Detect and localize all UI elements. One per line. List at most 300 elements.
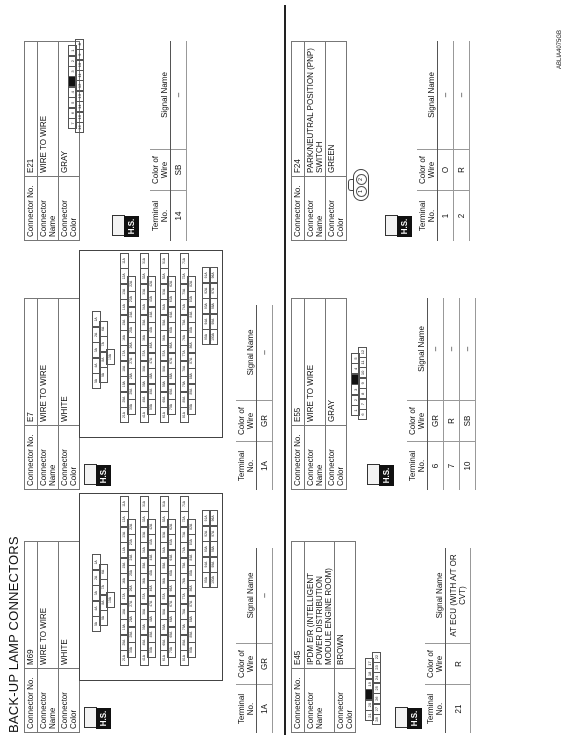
label-connector-color: Connector Color xyxy=(59,426,80,490)
pin-row xyxy=(127,519,136,658)
pin-label: 12 xyxy=(358,347,367,358)
header-signal: Signal Name xyxy=(417,41,438,150)
pin-label: 56A xyxy=(160,330,169,346)
pin-label: 33A xyxy=(140,284,149,300)
pin-label: 8A xyxy=(99,595,108,611)
header-terminal: Terminal No. xyxy=(236,685,257,734)
pin-label: 81A xyxy=(180,650,189,666)
pin-label: 23A xyxy=(127,291,136,307)
pin-label: 85A xyxy=(187,322,196,338)
pin-label: 4 xyxy=(351,363,360,374)
terminal-no: 10 xyxy=(460,442,476,491)
pin-label: 97A xyxy=(209,526,218,542)
pin-label: 55A xyxy=(160,315,169,331)
terminal-no: 1A xyxy=(257,685,273,734)
pin-label: 78A xyxy=(180,361,189,377)
pin-label: 6A xyxy=(99,321,108,337)
connector-name: WIRE TO WIRE xyxy=(38,299,59,426)
pin-label: 14 xyxy=(75,101,84,112)
wire-color: R xyxy=(444,401,460,442)
pin-label: 82A xyxy=(187,276,196,292)
pin-label: 40A xyxy=(140,392,149,408)
connector-no: E45 xyxy=(292,542,305,669)
pin-label: 10 xyxy=(75,60,84,71)
header-signal: Signal Name xyxy=(407,298,428,401)
pin-label: 17A xyxy=(120,588,129,604)
connector-color: GREEN xyxy=(326,42,347,177)
header-wire-color: Color of Wire xyxy=(236,644,257,685)
pin-label: 100A xyxy=(209,572,218,588)
connector-panel-f24 xyxy=(291,5,551,241)
pin-label: 73A xyxy=(180,284,189,300)
signal-table xyxy=(150,41,187,241)
connector-no: M69 xyxy=(25,542,38,669)
table-row xyxy=(438,41,454,241)
pin-label: 34A xyxy=(140,299,149,315)
table-row xyxy=(257,305,273,490)
table-row xyxy=(460,298,476,490)
pin-label: 18A xyxy=(120,361,129,377)
pin-row xyxy=(187,519,196,658)
pin-label: 1 xyxy=(68,45,77,56)
header-signal: Signal Name xyxy=(150,41,171,150)
connector-name: IPDM E/R (INTELLIGENT POWER DISTRIBUTION MODULE ENGINE ROOM) xyxy=(305,542,335,669)
table-row xyxy=(444,298,460,490)
pin-row xyxy=(106,350,115,365)
pin-label: 23 xyxy=(372,662,381,673)
label-connector-name: Connector Name xyxy=(38,177,59,241)
pin-label: 1A xyxy=(92,311,101,327)
signal-name: – xyxy=(444,298,460,401)
info-table xyxy=(24,541,80,733)
pin-label: 96A xyxy=(209,510,218,526)
connector-key xyxy=(348,179,354,191)
connector-color: WHITE xyxy=(59,542,80,669)
connector-panel-e21 xyxy=(24,5,282,241)
signal-name: – xyxy=(171,41,187,150)
pin-label: 49A xyxy=(147,384,156,400)
pin-label: 75A xyxy=(180,558,189,574)
pin-label: 17 xyxy=(365,658,374,669)
info-table xyxy=(291,41,347,241)
pin-label: 73A xyxy=(180,527,189,543)
info-table xyxy=(291,541,356,733)
hs-icon: H.S. xyxy=(84,708,111,729)
pin-label: 20A xyxy=(120,392,129,408)
pin-label: 6 xyxy=(358,409,367,420)
label-connector-no: Connector No. xyxy=(292,426,305,490)
hs-icon: H.S. xyxy=(367,465,394,486)
pin-label: 10 xyxy=(358,367,367,378)
pin-label: 66A xyxy=(167,580,176,596)
pin-label: 24A xyxy=(127,307,136,323)
pin-label: 52A xyxy=(160,268,169,284)
pin-label: 35A xyxy=(140,558,149,574)
pin-label: 77A xyxy=(180,588,189,604)
pin-row xyxy=(187,276,196,415)
pin-label: 55A xyxy=(160,558,169,574)
pin-label: 69A xyxy=(167,627,176,643)
pin-label: 26A xyxy=(127,337,136,353)
pin-label: 66A xyxy=(167,337,176,353)
wire-color: GR xyxy=(428,401,444,442)
header-signal: Signal Name xyxy=(236,305,257,401)
pin-label: 72A xyxy=(180,268,189,284)
pin-label: 48A xyxy=(147,611,156,627)
pin-label: 76A xyxy=(180,573,189,589)
pin-label: 62A xyxy=(167,276,176,292)
pin-label: 63A xyxy=(167,291,176,307)
pin-label: 11A xyxy=(120,496,129,512)
info-table xyxy=(291,298,347,490)
terminal-no: 1 xyxy=(438,191,454,242)
hs-icon: H.S. xyxy=(84,465,111,486)
header-terminal: Terminal No. xyxy=(417,191,438,242)
pin-label: 100A xyxy=(209,329,218,345)
pin-label: 59A xyxy=(160,619,169,635)
pin-label: 86A xyxy=(187,580,196,596)
pin-label: 15A xyxy=(120,315,129,331)
pin-label: 99A xyxy=(209,557,218,573)
pin-row xyxy=(209,268,218,345)
pin-label: 50A xyxy=(147,642,156,658)
pin-label: 46A xyxy=(147,580,156,596)
hs-icon: H.S. xyxy=(395,708,422,729)
pin-label: 93A xyxy=(202,541,211,557)
pin-label: 7 xyxy=(68,118,77,129)
label-connector-no: Connector No. xyxy=(292,177,305,241)
pin-label: 67A xyxy=(167,353,176,369)
wire-color: GR xyxy=(257,644,273,685)
section-divider xyxy=(284,5,286,735)
pin-label: 47A xyxy=(147,353,156,369)
pin-label: 62A xyxy=(167,519,176,535)
pin-label: 92A xyxy=(202,526,211,542)
pin-label: 27A xyxy=(127,596,136,612)
pin-label: 34A xyxy=(140,542,149,558)
pin-label: 76A xyxy=(180,330,189,346)
pin-label: 64A xyxy=(167,550,176,566)
pin-label: 79A xyxy=(180,619,189,635)
hs-icon: H.S. xyxy=(385,216,412,237)
pin-label: 39A xyxy=(140,376,149,392)
pin-label: 70A xyxy=(167,399,176,415)
label-connector-no: Connector No. xyxy=(292,669,305,733)
pin-label: 36A xyxy=(140,330,149,346)
pin-label: 69A xyxy=(167,384,176,400)
pin-label: 86A xyxy=(187,337,196,353)
pin-row xyxy=(127,276,136,415)
pin-row xyxy=(147,519,156,658)
pin-label: 9A xyxy=(99,610,108,626)
label-connector-no: Connector No. xyxy=(25,426,38,490)
pin-label: 51A xyxy=(160,253,169,269)
pin-label: 4A xyxy=(92,358,101,374)
pin-label: 27A xyxy=(127,353,136,369)
header-wire-color: Color of Wire xyxy=(150,150,171,191)
header-signal: Signal Name xyxy=(425,548,446,644)
pin-label: 6 xyxy=(68,108,77,119)
connector-panel-e55 xyxy=(291,246,551,490)
pin-label: 85A xyxy=(187,565,196,581)
table-row xyxy=(257,548,273,733)
pin-label: 99A xyxy=(209,314,218,330)
pin-label: 45A xyxy=(147,565,156,581)
pin-label: 56A xyxy=(160,573,169,589)
pin-label: 83A xyxy=(187,534,196,550)
pin-label: 28A xyxy=(127,368,136,384)
connector-face xyxy=(79,250,223,438)
header-wire-color: Color of Wire xyxy=(425,644,446,685)
pin-label: 22 xyxy=(372,652,381,663)
pin-label: 5A xyxy=(92,373,101,389)
pin-label: 5 xyxy=(351,353,360,364)
pin-label: 21A xyxy=(120,407,129,423)
pin-label: 25A xyxy=(127,565,136,581)
pin-label: 50A xyxy=(147,399,156,415)
pin-label: 84A xyxy=(187,307,196,323)
pin-label: 18 xyxy=(365,668,374,679)
pin-label: 2 xyxy=(68,56,77,67)
pin-label: 16 xyxy=(75,122,84,133)
page-title: BACK-UP LAMP CONNECTORS xyxy=(6,536,21,733)
pin-label: 19A xyxy=(120,619,129,635)
pin-label: 6A xyxy=(99,564,108,580)
hs-icon: H.S. xyxy=(112,216,139,237)
pin-label: 94A xyxy=(202,314,211,330)
pin-label: 32A xyxy=(140,268,149,284)
pin-label: 22A xyxy=(127,519,136,535)
pin-label: 46A xyxy=(147,337,156,353)
pin-label: 49A xyxy=(147,627,156,643)
label-connector-name: Connector Name xyxy=(305,177,326,241)
pin-label: 74A xyxy=(180,299,189,315)
pin-label: 90A xyxy=(187,642,196,658)
pin-label: 9 xyxy=(75,49,84,60)
pin-label: 88A xyxy=(187,611,196,627)
pin-label: 5A xyxy=(92,616,101,632)
terminal-no: 6 xyxy=(428,442,444,491)
signal-table xyxy=(425,548,471,733)
pin-row xyxy=(75,39,84,133)
pin-label: 24A xyxy=(127,550,136,566)
header-terminal: Terminal No. xyxy=(150,191,171,242)
pin-label: 89A xyxy=(187,384,196,400)
pin-label: 44A xyxy=(147,307,156,323)
header-wire-color: Color of Wire xyxy=(236,401,257,442)
connector-name: PARK/NEUTRAL POSITION (PNP) SWITCH xyxy=(305,42,326,177)
pin-label: 2 xyxy=(351,395,360,406)
header-signal: Signal Name xyxy=(236,548,257,644)
pin-label: 17A xyxy=(120,345,129,361)
pin-label: 54A xyxy=(160,299,169,315)
pin-label: 59A xyxy=(160,376,169,392)
pin-label: 21 xyxy=(365,710,374,721)
pin-label: 43A xyxy=(147,534,156,550)
signal-table xyxy=(407,298,476,490)
pin-label: 52A xyxy=(160,511,169,527)
pin-label: 77A xyxy=(180,345,189,361)
pin-label: 48A xyxy=(147,368,156,384)
pin-label: 19A xyxy=(120,376,129,392)
pin-label: 13A xyxy=(120,284,129,300)
pin-label: 67A xyxy=(167,596,176,612)
pin-label: 37A xyxy=(140,345,149,361)
pin-label: 57A xyxy=(160,588,169,604)
pin-label: 38A xyxy=(140,361,149,377)
pin-label: 45A xyxy=(147,322,156,338)
header-terminal: Terminal No. xyxy=(407,442,428,491)
pin-label: 88A xyxy=(187,368,196,384)
pin-label: 89A xyxy=(187,627,196,643)
pin-label: 41A xyxy=(140,650,149,666)
pin-label: 68A xyxy=(167,611,176,627)
pin-label: 13A xyxy=(120,527,129,543)
pin-label: 25 xyxy=(372,683,381,694)
pin-label: 84A xyxy=(187,550,196,566)
pin-label: 71A xyxy=(180,496,189,512)
label-connector-name: Connector Name xyxy=(38,426,59,490)
pin-label: 60A xyxy=(160,392,169,408)
table-row xyxy=(171,41,187,241)
pin-label: 91A xyxy=(202,510,211,526)
pin-label: 11 xyxy=(358,357,367,368)
signal-table xyxy=(417,41,470,241)
wire-color: SB xyxy=(460,401,476,442)
pin-label: 39A xyxy=(140,619,149,635)
pin-label: 12A xyxy=(120,268,129,284)
pin-row xyxy=(358,347,367,420)
header-terminal: Terminal No. xyxy=(425,685,446,734)
pin-diagram-f24 xyxy=(349,167,371,201)
pin-label: 1 xyxy=(356,186,367,197)
pin-label: 35A xyxy=(140,315,149,331)
connector-no: E21 xyxy=(25,42,38,177)
pin-label: 87A xyxy=(187,596,196,612)
pin-label: 5 xyxy=(68,97,77,108)
pin-label: 24 xyxy=(372,672,381,683)
pin-label: 65A xyxy=(167,565,176,581)
pin-label: 8A xyxy=(99,352,108,368)
pin-label: 98A xyxy=(209,298,218,314)
pin-label: 61A xyxy=(160,650,169,666)
terminal-no: 21 xyxy=(446,685,471,734)
label-connector-name: Connector Name xyxy=(305,669,335,733)
wire-color: GR xyxy=(257,401,273,442)
connector-name: WIRE TO WIRE xyxy=(38,42,59,177)
label-connector-color: Connector Color xyxy=(326,177,347,241)
label-connector-color: Connector Color xyxy=(335,669,356,733)
pin-label: 11A xyxy=(120,253,129,269)
pin-label: 53A xyxy=(160,284,169,300)
pin-label: 22A xyxy=(127,276,136,292)
pin-label: 38A xyxy=(140,604,149,620)
pin-label: 57A xyxy=(160,345,169,361)
pin-label: 82A xyxy=(187,519,196,535)
connector-no: E7 xyxy=(25,299,38,426)
signal-name: – xyxy=(257,548,273,644)
pin-label: 54A xyxy=(160,542,169,558)
pin-label: 96A xyxy=(209,267,218,283)
pin-label: 10A xyxy=(106,592,115,608)
pin-row xyxy=(106,593,115,608)
pin-label: 13 xyxy=(75,91,84,102)
signal-name: AT ECU (WITH A/T OR CVT) xyxy=(446,548,471,644)
pin-label: 83A xyxy=(187,291,196,307)
pin-label: 16A xyxy=(120,573,129,589)
pin-label: 31A xyxy=(140,253,149,269)
pin-label: 11 xyxy=(75,70,84,81)
connector-no: E55 xyxy=(292,299,305,426)
signal-name: – xyxy=(428,298,444,401)
terminal-no: 7 xyxy=(444,442,460,491)
pin-label: 20A xyxy=(120,635,129,651)
pin-label: 14A xyxy=(120,299,129,315)
pin-label: 3A xyxy=(92,585,101,601)
pin-label: 26 xyxy=(372,693,381,704)
pin-label: 4 xyxy=(68,87,77,98)
pin-label: 42A xyxy=(147,519,156,535)
pin-label: 79A xyxy=(180,376,189,392)
pin-label: 92A xyxy=(202,283,211,299)
pin-label: 53A xyxy=(160,527,169,543)
pin-label: 3 xyxy=(68,66,77,77)
pin-label: 78A xyxy=(180,604,189,620)
pin-label: 70A xyxy=(167,642,176,658)
pin-label: 98A xyxy=(209,541,218,557)
pin-label: 15 xyxy=(75,112,84,123)
pin-label: 65A xyxy=(167,322,176,338)
label-connector-no: Connector No. xyxy=(25,669,38,733)
header-wire-color: Color of Wire xyxy=(417,150,438,191)
pin-label: 29A xyxy=(127,384,136,400)
pin-label: 71A xyxy=(180,253,189,269)
pin-label: 30A xyxy=(127,399,136,415)
pin-label: 61A xyxy=(160,407,169,423)
signal-name: – xyxy=(460,298,476,401)
wire-color: R xyxy=(446,644,471,685)
pin-label: 25A xyxy=(127,322,136,338)
pin-label: 95A xyxy=(202,572,211,588)
connector-no: F24 xyxy=(292,42,305,177)
pin-label: 97A xyxy=(209,283,218,299)
connector-name: WIRE TO WIRE xyxy=(38,542,59,669)
pin-label: 23A xyxy=(127,534,136,550)
signal-name: – xyxy=(454,41,470,150)
pin-label: 7A xyxy=(99,336,108,352)
pin-label: 81A xyxy=(180,407,189,423)
pin-label: 91A xyxy=(202,267,211,283)
label-connector-color: Connector Color xyxy=(59,177,80,241)
label-connector-color: Connector Color xyxy=(59,669,80,733)
pin-row xyxy=(372,652,381,725)
pin-label: 16A xyxy=(120,330,129,346)
pin-label: 87A xyxy=(187,353,196,369)
pin-label: 20 xyxy=(365,700,374,711)
pin-label: 31A xyxy=(140,496,149,512)
pin-label: 26A xyxy=(127,580,136,596)
pin-label: 9 xyxy=(358,378,367,389)
connector-panel-m69 xyxy=(24,493,282,733)
pin-label: 47A xyxy=(147,596,156,612)
label-connector-name: Connector Name xyxy=(305,426,326,490)
pin-label: 2A xyxy=(92,327,101,343)
pin-row xyxy=(147,276,156,415)
terminal-no: 2 xyxy=(454,191,470,242)
pin-row xyxy=(167,519,176,658)
pin-label: 2 xyxy=(356,174,367,185)
pin-label: 27 xyxy=(372,704,381,715)
